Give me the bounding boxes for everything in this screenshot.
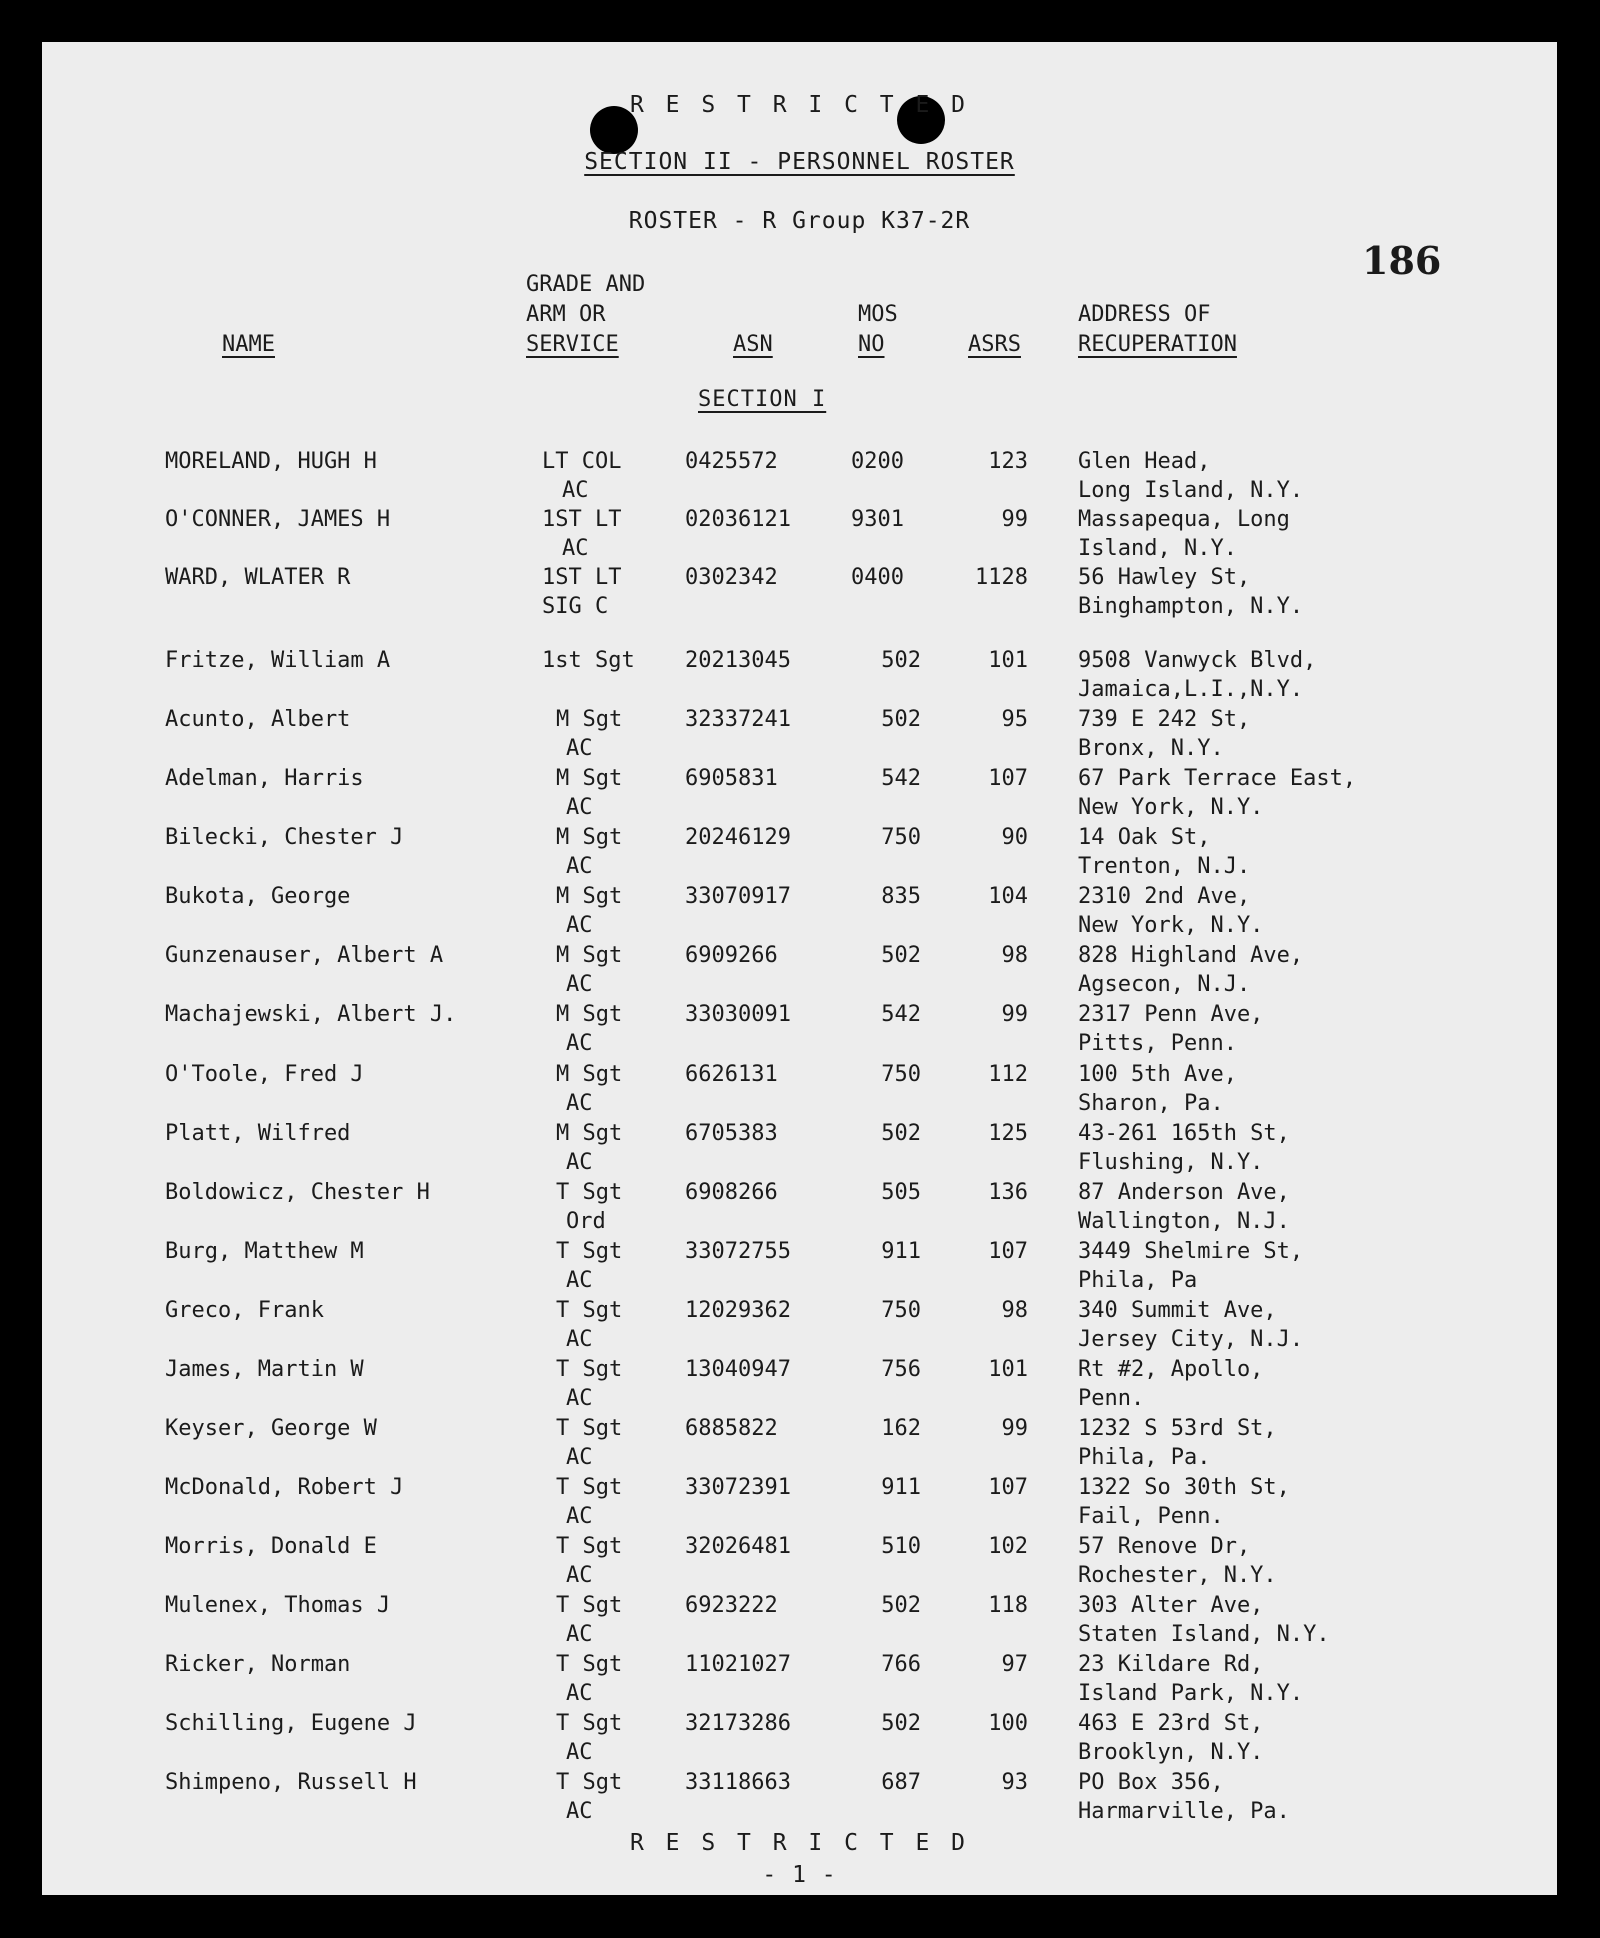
row-asn: 6626131 <box>685 1062 778 1087</box>
row-grade: M Sgt <box>556 825 623 850</box>
roster-row <box>42 1296 1557 1354</box>
row-address-line2: Agsecon, N.J. <box>1078 972 1251 997</box>
row-name: McDonald, Robert J <box>165 1475 404 1500</box>
row-name: Platt, Wilfred <box>165 1121 351 1146</box>
row-address-line1: 303 Alter Ave, <box>1078 1593 1264 1618</box>
row-address-line1: 23 Kildare Rd, <box>1078 1652 1264 1677</box>
row-asrs: 107 <box>988 1239 1028 1264</box>
row-arm: AC <box>566 736 593 761</box>
restricted-footer: R E S T R I C T E D <box>629 1830 970 1856</box>
row-address-line1: 3449 Shelmire St, <box>1078 1239 1304 1264</box>
row-address-line1: 463 E 23rd St, <box>1078 1711 1264 1736</box>
row-mos: 911 <box>881 1475 921 1500</box>
row-arm: AC <box>566 1799 593 1824</box>
row-arm: AC <box>566 972 593 997</box>
row-asrs: 95 <box>1001 707 1028 732</box>
row-asn: 33072755 <box>685 1239 791 1264</box>
row-arm: AC <box>566 854 593 879</box>
roster-row <box>42 1355 1557 1413</box>
row-grade: T Sgt <box>556 1652 623 1677</box>
row-asn: 6909266 <box>685 943 778 968</box>
row-address-line1: 9508 Vanwyck Blvd, <box>1078 648 1317 673</box>
row-name: MORELAND, HUGH H <box>165 449 377 474</box>
row-mos: 505 <box>881 1180 921 1205</box>
row-address-line2: New York, N.Y. <box>1078 795 1264 820</box>
row-name: O'Toole, Fred J <box>165 1062 364 1087</box>
col-header-mos: MOS NO <box>858 302 898 357</box>
row-name: Ricker, Norman <box>165 1652 351 1677</box>
row-mos: 750 <box>881 825 921 850</box>
row-grade: T Sgt <box>556 1593 623 1618</box>
row-address-line1: 1232 S 53rd St, <box>1078 1416 1277 1441</box>
row-asrs: 104 <box>988 884 1028 909</box>
row-name: O'CONNER, JAMES H <box>165 507 391 532</box>
row-arm: Ord <box>566 1209 606 1234</box>
row-mos: 542 <box>881 1002 921 1027</box>
roster-row <box>42 447 1557 505</box>
row-address-line2: Long Island, N.Y. <box>1078 478 1304 503</box>
row-address-line2: Pitts, Penn. <box>1078 1031 1237 1056</box>
row-mos: 766 <box>881 1652 921 1677</box>
roster-row <box>42 1060 1557 1118</box>
row-address-line2: Island Park, N.Y. <box>1078 1681 1304 1706</box>
col-header-grade: GRADE AND ARM OR SERVICE <box>526 272 646 357</box>
row-asn: 20246129 <box>685 825 791 850</box>
row-address-line1: Glen Head, <box>1078 449 1211 474</box>
row-mos: 502 <box>881 648 921 673</box>
roster-row <box>42 1473 1557 1531</box>
row-grade: M Sgt <box>556 1062 623 1087</box>
row-mos: 502 <box>881 943 921 968</box>
row-asn: 6923222 <box>685 1593 778 1618</box>
row-arm: AC <box>566 1031 593 1056</box>
row-address-line1: 57 Renove Dr, <box>1078 1534 1251 1559</box>
row-name: Mulenex, Thomas J <box>165 1593 391 1618</box>
row-name: Adelman, Harris <box>165 766 364 791</box>
col-header-asn: ASN <box>733 332 773 357</box>
row-name: Keyser, George W <box>165 1416 377 1441</box>
row-arm: AC <box>566 1740 593 1765</box>
row-asn: 32026481 <box>685 1534 791 1559</box>
row-address-line2: Brooklyn, N.Y. <box>1078 1740 1264 1765</box>
row-grade: T Sgt <box>556 1357 623 1382</box>
roster-row <box>42 941 1557 999</box>
row-mos: 0200 <box>851 449 904 474</box>
row-name: Gunzenauser, Albert A <box>165 943 444 968</box>
row-grade: T Sgt <box>556 1239 623 1264</box>
row-asrs: 99 <box>1001 1416 1028 1441</box>
roster-row <box>42 1591 1557 1649</box>
row-address-line1: 56 Hawley St, <box>1078 565 1251 590</box>
row-asn: 32337241 <box>685 707 791 732</box>
row-mos: 750 <box>881 1062 921 1087</box>
row-mos: 687 <box>881 1770 921 1795</box>
row-grade: T Sgt <box>556 1534 623 1559</box>
row-grade: T Sgt <box>556 1475 623 1500</box>
row-grade: T Sgt <box>556 1416 623 1441</box>
row-grade: M Sgt <box>556 884 623 909</box>
col-header-asrs: ASRS <box>968 332 1021 357</box>
section-label: SECTION I <box>698 387 827 412</box>
row-address-line2: Staten Island, N.Y. <box>1078 1622 1330 1647</box>
row-address-line1: 1322 So 30th St, <box>1078 1475 1290 1500</box>
row-grade: T Sgt <box>556 1711 623 1736</box>
row-grade: 1ST LT <box>542 565 622 590</box>
page-number: - 1 - <box>762 1862 837 1888</box>
row-asrs: 112 <box>988 1062 1028 1087</box>
row-arm: AC <box>562 536 589 561</box>
row-asrs: 107 <box>988 1475 1028 1500</box>
roster-row <box>42 823 1557 881</box>
row-arm: AC <box>566 1504 593 1529</box>
row-name: Burg, Matthew M <box>165 1239 364 1264</box>
row-arm: AC <box>566 1681 593 1706</box>
row-asrs: 98 <box>1001 943 1028 968</box>
row-mos: 756 <box>881 1357 921 1382</box>
row-grade: T Sgt <box>556 1770 623 1795</box>
row-asn: 6885822 <box>685 1416 778 1441</box>
row-address-line2: Bronx, N.Y. <box>1078 736 1224 761</box>
row-arm: AC <box>566 1445 593 1470</box>
row-address-line2: Harmarville, Pa. <box>1078 1799 1290 1824</box>
row-asrs: 93 <box>1001 1770 1028 1795</box>
row-mos: 502 <box>881 707 921 732</box>
row-grade: M Sgt <box>556 707 623 732</box>
row-asn: 11021027 <box>685 1652 791 1677</box>
row-asn: 6905831 <box>685 766 778 791</box>
roster-row <box>42 563 1557 621</box>
row-mos: 750 <box>881 1298 921 1323</box>
row-asn: 13040947 <box>685 1357 791 1382</box>
row-address-line2: Sharon, Pa. <box>1078 1091 1224 1116</box>
row-address-line1: 2310 2nd Ave, <box>1078 884 1251 909</box>
row-asrs: 97 <box>1001 1652 1028 1677</box>
row-arm: AC <box>566 1327 593 1352</box>
row-mos: 0400 <box>851 565 904 590</box>
row-address-line2: Rochester, N.Y. <box>1078 1563 1277 1588</box>
row-address-line2: Fail, Penn. <box>1078 1504 1224 1529</box>
roster-row <box>42 1768 1557 1826</box>
row-grade: M Sgt <box>556 1121 623 1146</box>
row-name: Boldowicz, Chester H <box>165 1180 430 1205</box>
row-address-line2: Wallington, N.J. <box>1078 1209 1290 1234</box>
section-title: SECTION II - PERSONNEL ROSTER <box>584 149 1015 175</box>
row-mos: 510 <box>881 1534 921 1559</box>
row-arm: AC <box>566 795 593 820</box>
roster-row <box>42 705 1557 763</box>
row-arm: AC <box>566 913 593 938</box>
row-grade: M Sgt <box>556 766 623 791</box>
row-grade: M Sgt <box>556 943 623 968</box>
row-name: Morris, Donald E <box>165 1534 377 1559</box>
row-asn: 0302342 <box>685 565 778 590</box>
restricted-header: R E S T R I C T E D <box>629 92 970 118</box>
row-asrs: 98 <box>1001 1298 1028 1323</box>
row-name: Bilecki, Chester J <box>165 825 404 850</box>
row-asn: 33070917 <box>685 884 791 909</box>
row-arm: AC <box>562 478 589 503</box>
row-arm: AC <box>566 1563 593 1588</box>
row-asrs: 118 <box>988 1593 1028 1618</box>
roster-row <box>42 1532 1557 1590</box>
row-asn: 20213045 <box>685 648 791 673</box>
row-name: Acunto, Albert <box>165 707 351 732</box>
row-address-line2: Trenton, N.J. <box>1078 854 1251 879</box>
row-asrs: 100 <box>988 1711 1028 1736</box>
row-asn: 33030091 <box>685 1002 791 1027</box>
row-name: James, Martin W <box>165 1357 364 1382</box>
row-mos: 162 <box>881 1416 921 1441</box>
row-address-line2: Penn. <box>1078 1386 1145 1411</box>
row-arm: SIG C <box>542 594 609 619</box>
roster-row <box>42 1119 1557 1177</box>
row-address-line2: Island, N.Y. <box>1078 536 1237 561</box>
row-grade: M Sgt <box>556 1002 623 1027</box>
row-name: Fritze, William A <box>165 648 391 673</box>
row-address-line2: Jersey City, N.J. <box>1078 1327 1304 1352</box>
row-mos: 911 <box>881 1239 921 1264</box>
row-arm: AC <box>566 1091 593 1116</box>
row-mos: 835 <box>881 884 921 909</box>
row-asrs: 136 <box>988 1180 1028 1205</box>
row-asrs: 90 <box>1001 825 1028 850</box>
row-mos: 502 <box>881 1593 921 1618</box>
row-address-line1: 739 E 242 St, <box>1078 707 1251 732</box>
row-address-line1: PO Box 356, <box>1078 1770 1224 1795</box>
row-asn: 33072391 <box>685 1475 791 1500</box>
row-asn: 6705383 <box>685 1121 778 1146</box>
row-address-line1: 100 5th Ave, <box>1078 1062 1237 1087</box>
row-name: Schilling, Eugene J <box>165 1711 417 1736</box>
roster-row <box>42 1178 1557 1236</box>
row-asrs: 101 <box>988 1357 1028 1382</box>
roster-row <box>42 1414 1557 1472</box>
row-arm: AC <box>566 1622 593 1647</box>
row-mos: 542 <box>881 766 921 791</box>
row-address-line2: Phila, Pa <box>1078 1268 1198 1293</box>
row-name: Machajewski, Albert J. <box>165 1002 457 1027</box>
row-address-line2: Jamaica,L.I.,N.Y. <box>1078 677 1304 702</box>
row-asn: 12029362 <box>685 1298 791 1323</box>
row-address-line1: Massapequa, Long <box>1078 507 1290 532</box>
row-address-line1: 87 Anderson Ave, <box>1078 1180 1290 1205</box>
row-address-line2: Phila, Pa. <box>1078 1445 1211 1470</box>
row-asn: 02036121 <box>685 507 791 532</box>
row-arm: AC <box>566 1386 593 1411</box>
row-address-line2: Binghampton, N.Y. <box>1078 594 1304 619</box>
row-address-line1: 14 Oak St, <box>1078 825 1211 850</box>
row-asn: 0425572 <box>685 449 778 474</box>
row-asrs: 99 <box>1001 507 1028 532</box>
row-mos: 502 <box>881 1121 921 1146</box>
roster-row <box>42 1000 1557 1058</box>
row-address-line1: 43-261 165th St, <box>1078 1121 1290 1146</box>
row-grade: 1ST LT <box>542 507 622 532</box>
row-mos: 9301 <box>851 507 904 532</box>
row-address-line1: 340 Summit Ave, <box>1078 1298 1277 1323</box>
row-arm: AC <box>566 1268 593 1293</box>
row-address-line2: New York, N.Y. <box>1078 913 1264 938</box>
row-name: Bukota, George <box>165 884 351 909</box>
row-arm: AC <box>566 1150 593 1175</box>
row-asrs: 101 <box>988 648 1028 673</box>
roster-row <box>42 764 1557 822</box>
row-address-line1: 67 Park Terrace East, <box>1078 766 1357 791</box>
row-address-line2: Flushing, N.Y. <box>1078 1150 1264 1175</box>
roster-row <box>42 646 1557 704</box>
roster-title: ROSTER - R Group K37-2R <box>628 208 971 234</box>
row-grade: 1st Sgt <box>542 648 635 673</box>
row-grade: LT COL <box>542 449 622 474</box>
row-asn: 33118663 <box>685 1770 791 1795</box>
row-asrs: 102 <box>988 1534 1028 1559</box>
row-name: WARD, WLATER R <box>165 565 351 590</box>
row-mos: 502 <box>881 1711 921 1736</box>
row-asrs: 125 <box>988 1121 1028 1146</box>
row-address-line1: Rt #2, Apollo, <box>1078 1357 1264 1382</box>
document-page <box>42 42 1557 1895</box>
row-asrs: 1128 <box>975 565 1028 590</box>
page-stamp-number: 186 <box>1362 238 1442 283</box>
row-asn: 32173286 <box>685 1711 791 1736</box>
col-header-name: NAME <box>222 332 275 357</box>
row-address-line1: 828 Highland Ave, <box>1078 943 1304 968</box>
roster-row <box>42 505 1557 563</box>
row-address-line1: 2317 Penn Ave, <box>1078 1002 1264 1027</box>
roster-row <box>42 1237 1557 1295</box>
row-name: Greco, Frank <box>165 1298 324 1323</box>
row-grade: T Sgt <box>556 1298 623 1323</box>
row-name: Shimpeno, Russell H <box>165 1770 417 1795</box>
roster-row <box>42 882 1557 940</box>
row-asrs: 99 <box>1001 1002 1028 1027</box>
col-header-address: ADDRESS OF RECUPERATION <box>1078 302 1237 357</box>
roster-row <box>42 1709 1557 1767</box>
row-grade: T Sgt <box>556 1180 623 1205</box>
row-asrs: 123 <box>988 449 1028 474</box>
row-asn: 6908266 <box>685 1180 778 1205</box>
roster-row <box>42 1650 1557 1708</box>
row-asrs: 107 <box>988 766 1028 791</box>
